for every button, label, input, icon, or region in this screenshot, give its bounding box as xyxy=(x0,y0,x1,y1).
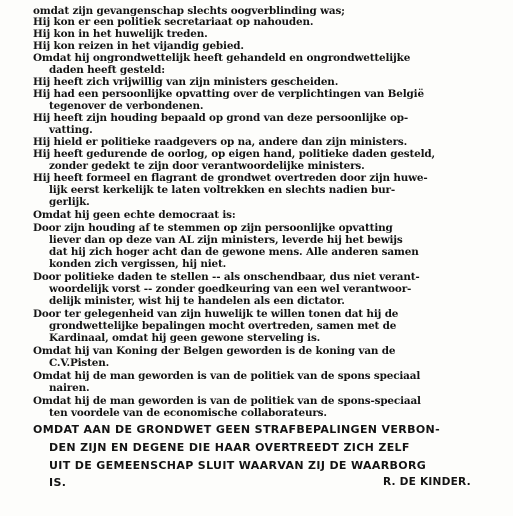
text-line: liever dan op deze van AL zijn ministers, leverde hij het bewijs xyxy=(49,234,403,246)
signature: R. DE KINDER. xyxy=(383,476,471,488)
text-line-caps: DEN ZIJN EN DEGENE DIE HAAR OVERTREEDT ZICH ZELF xyxy=(49,441,410,454)
text-line: Hij kon er een politiek secretariaat op nahouden. xyxy=(33,16,314,28)
text-line: C.V.Pisten. xyxy=(49,357,110,369)
text-line-caps: OMDAT AAN DE GRONDWET GEEN STRAFBEPALINGEN VERBON- xyxy=(33,423,440,436)
text-line: ten voordele van de economische collaborateurs. xyxy=(49,407,327,419)
text-line: Omdat hij geen echte democraat is: xyxy=(33,209,236,221)
text-line: Hij heeft formeel en flagrant de grondwet overtreden door zijn huwe- xyxy=(33,172,428,184)
text-line: Hij heeft zijn houding bepaald op grond van deze persoonlijke op- xyxy=(33,112,409,124)
text-line: daden heeft gesteld: xyxy=(49,64,165,76)
text-line: tegenover de verbondenen. xyxy=(49,100,204,112)
text-line: grondwettelijke bepalingen mocht overtreden, samen met de xyxy=(49,320,397,332)
text-line: Omdat hij de man geworden is van de politiek van de spons-speciaal xyxy=(33,395,421,407)
text-line: Door ter gelegenheid van zijn huwelijk te willen tonen dat hij de xyxy=(33,308,399,320)
text-line: Hij heeft gedurende de oorlog, op eigen hand, politieke daden gesteld, xyxy=(33,148,435,160)
text-line: nairen. xyxy=(49,382,90,394)
text-line: omdat zijn gevangenschap slechts oogverblinding was; xyxy=(33,5,345,17)
text-line: gerlijk. xyxy=(49,196,90,208)
text-line: Hij kon in het huwelijk treden. xyxy=(33,28,208,40)
text-line: woordelijk vorst -- zonder goedkeuring van een wel verantwoor- xyxy=(49,283,412,295)
text-line: delijk minister, wist hij te handelen als een dictator. xyxy=(49,295,345,307)
text-line: Kardinaal, omdat hij geen gewone sterveling is. xyxy=(49,332,321,344)
text-line-caps: IS. xyxy=(49,476,67,489)
text-line-caps: UIT DE GEMEENSCHAP SLUIT WAARVAN ZIJ DE WAARBORG xyxy=(49,459,427,472)
text-line: Omdat hij van Koning der Belgen geworden is de koning van de xyxy=(33,345,396,357)
text-line: Omdat hij ongrondwettelijk heeft gehandeld en ongrondwettelijke xyxy=(33,52,411,64)
text-line: Hij hield er politieke raadgevers op na, andere dan zijn ministers. xyxy=(33,136,408,148)
text-line: konden zich vergissen, hij niet. xyxy=(49,258,227,270)
text-line: Hij kon reizen in het vijandig gebied. xyxy=(33,40,244,52)
text-line: Door politieke daden te stellen -- als onschendbaar, dus niet verant- xyxy=(33,271,420,283)
text-line: Door zijn houding af te stemmen op zijn persoonlijke opvatting xyxy=(33,222,393,234)
text-line: vatting. xyxy=(49,124,93,136)
text-line: Hij heeft zich vrijwillig van zijn ministers gescheiden. xyxy=(33,76,339,88)
text-line: Omdat hij de man geworden is van de politiek van de spons speciaal xyxy=(33,370,421,382)
text-line: zonder gedekt te zijn door verantwoordelijke ministers. xyxy=(49,160,365,172)
text-line: lijk eerst kerkelijk te laten voltrekken en slechts nadien bur- xyxy=(49,184,396,196)
text-line: Hij had een persoonlijke opvatting over de verplichtingen van België xyxy=(33,88,424,100)
text-line: dat hij zich hoger acht dan de gewone mens. Alle anderen samen xyxy=(49,246,419,258)
